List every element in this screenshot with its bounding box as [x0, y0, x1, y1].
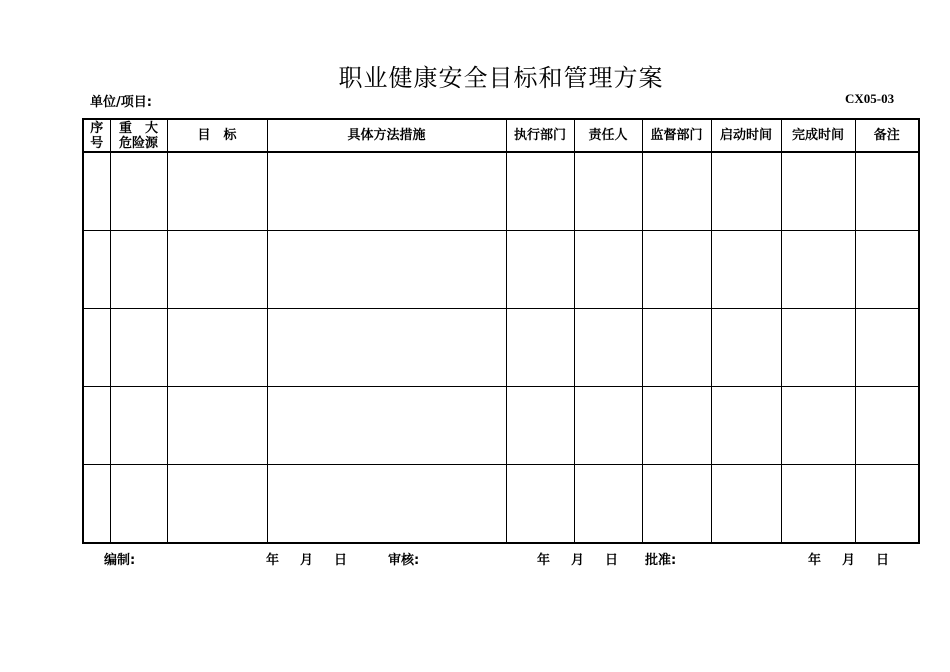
header-measures — [267, 119, 506, 152]
table-cell[interactable] — [506, 152, 574, 231]
table-cell[interactable] — [855, 465, 919, 544]
table-cell[interactable] — [574, 309, 642, 387]
table-header-row — [83, 119, 919, 152]
header-responsible-label: 责任人 — [588, 128, 628, 143]
approved-year: 年 — [808, 553, 822, 568]
header-exec-dept-label: 执行部门 — [513, 128, 566, 143]
table-cell[interactable] — [781, 387, 855, 465]
prepared-day: 日 — [334, 553, 348, 568]
prepared-month: 月 — [300, 553, 314, 568]
table-row — [83, 309, 919, 387]
table-cell[interactable] — [167, 231, 267, 309]
header-serial-label: 序 号 — [90, 120, 104, 151]
header-serial — [83, 119, 110, 152]
header-supervise-dept-label: 监督部门 — [650, 128, 703, 143]
header-supervise-dept — [642, 119, 711, 152]
table-cell[interactable] — [267, 465, 506, 544]
table-cell[interactable] — [83, 152, 110, 231]
unit-project-label: 单位/项目: — [90, 95, 152, 110]
header-remarks — [855, 119, 919, 152]
reviewed-label: 审核: — [388, 553, 420, 568]
table-row — [83, 465, 919, 544]
table-cell[interactable] — [711, 465, 781, 544]
table-cell[interactable] — [167, 309, 267, 387]
approved-label: 批准: — [645, 553, 677, 568]
table-cell[interactable] — [506, 387, 574, 465]
header-start-time — [711, 119, 781, 152]
header-finish-time — [781, 119, 855, 152]
header-major-hazard — [110, 119, 167, 152]
table-cell[interactable] — [574, 231, 642, 309]
table-cell[interactable] — [83, 387, 110, 465]
table-cell[interactable] — [267, 231, 506, 309]
table-cell[interactable] — [83, 465, 110, 544]
table-cell[interactable] — [110, 152, 167, 231]
prepared-year: 年 — [266, 553, 280, 568]
table-cell[interactable] — [781, 309, 855, 387]
table-cell[interactable] — [711, 309, 781, 387]
header-measures-label: 具体方法措施 — [347, 128, 426, 143]
table-cell[interactable] — [83, 309, 110, 387]
table-cell[interactable] — [711, 152, 781, 231]
header-target-label: 目 标 — [197, 128, 237, 143]
table-cell[interactable] — [110, 465, 167, 544]
reviewed-month: 月 — [571, 553, 585, 568]
approved-day: 日 — [876, 553, 890, 568]
table-cell[interactable] — [855, 231, 919, 309]
plan-table — [82, 118, 920, 544]
prepared-label: 编制: — [104, 553, 136, 568]
table-cell[interactable] — [574, 465, 642, 544]
table-cell[interactable] — [167, 465, 267, 544]
document-code: CX05-03 — [845, 91, 895, 106]
table-row — [83, 231, 919, 309]
reviewed-year: 年 — [537, 553, 551, 568]
table-cell[interactable] — [781, 231, 855, 309]
table-cell[interactable] — [781, 465, 855, 544]
table-cell[interactable] — [574, 387, 642, 465]
table-cell[interactable] — [574, 152, 642, 231]
table-cell[interactable] — [642, 231, 711, 309]
table-cell[interactable] — [506, 231, 574, 309]
table-cell[interactable] — [855, 152, 919, 231]
header-finish-time-label: 完成时间 — [791, 128, 844, 143]
table-cell[interactable] — [267, 152, 506, 231]
table-cell[interactable] — [781, 152, 855, 231]
table-cell[interactable] — [110, 387, 167, 465]
header-remarks-label: 备注 — [873, 128, 900, 143]
table-cell[interactable] — [642, 152, 711, 231]
reviewed-day: 日 — [605, 553, 619, 568]
table-cell[interactable] — [167, 152, 267, 231]
table-row — [83, 152, 919, 231]
table-cell[interactable] — [642, 387, 711, 465]
table-cell[interactable] — [642, 309, 711, 387]
table-cell[interactable] — [506, 309, 574, 387]
table-cell[interactable] — [267, 387, 506, 465]
table-cell[interactable] — [167, 387, 267, 465]
page-title: 职业健康安全目标和管理方案 — [338, 64, 664, 92]
header-major-hazard-label: 重 大 危险源 — [118, 120, 158, 151]
table-cell[interactable] — [506, 465, 574, 544]
table-cell[interactable] — [711, 387, 781, 465]
table-cell[interactable] — [855, 309, 919, 387]
header-target — [167, 119, 267, 152]
table-cell[interactable] — [267, 309, 506, 387]
table-cell[interactable] — [711, 231, 781, 309]
table-row — [83, 387, 919, 465]
header-start-time-label: 启动时间 — [719, 128, 772, 143]
table-cell[interactable] — [110, 309, 167, 387]
header-responsible — [574, 119, 642, 152]
table-cell[interactable] — [855, 387, 919, 465]
approved-month: 月 — [842, 553, 856, 568]
header-exec-dept — [506, 119, 574, 152]
table-cell[interactable] — [110, 231, 167, 309]
table-cell[interactable] — [83, 231, 110, 309]
table-cell[interactable] — [642, 465, 711, 544]
